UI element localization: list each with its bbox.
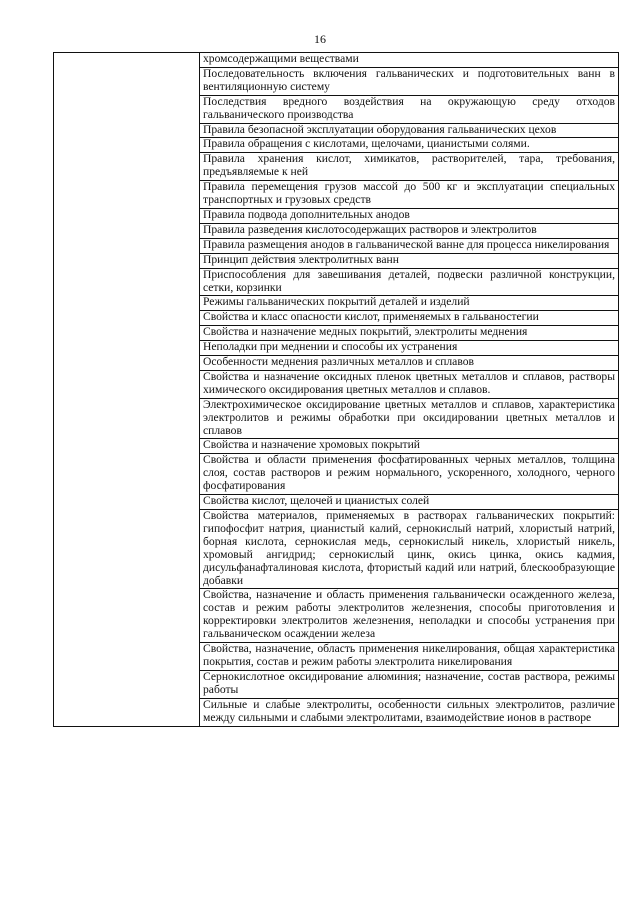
table-cell <box>200 698 619 726</box>
table-cell <box>200 311 619 326</box>
row-text: Свойства и класс опасности кислот, применяемых в гальваностегии <box>203 310 539 324</box>
table-cell <box>200 153 619 181</box>
table-cell <box>200 326 619 341</box>
table-body <box>54 53 619 727</box>
table-cell <box>200 223 619 238</box>
row-text: хромсодержащими веществами <box>203 52 359 65</box>
table-cell <box>200 296 619 311</box>
table-cell <box>200 495 619 510</box>
table-cell <box>200 95 619 123</box>
row-text: Правила безопасной эксплуатации оборудования гальванических цехов <box>203 122 557 136</box>
table-cell <box>200 67 619 95</box>
row-text: Последовательность включения гальванических и подготовительных ванн в вентиляционную систему <box>203 66 615 93</box>
row-text: Свойства, назначение, область применения никелирования, общая характеристика покрытия, состав и режим работы электролита никелирования <box>203 642 615 668</box>
table-cell <box>200 370 619 398</box>
row-text: Свойства и назначение медных покрытий, электролиты меднения <box>203 325 528 339</box>
table-cell <box>200 670 619 698</box>
row-text: Сернокислотное оксидирование алюминия; назначение, состав раствора, режимы работы <box>203 669 615 696</box>
row-text: Сильные и слабые электролиты, особенности сильных электролитов, различие между сильными и слабыми электролитами, взаимодействие ионов в растворе <box>203 697 615 724</box>
row-text: Приспособления для завешивания деталей, подвески различной конструкции, сетки, корзинки <box>203 267 615 294</box>
table-cell <box>200 181 619 209</box>
table-cell <box>200 589 619 643</box>
row-text: Электрохимическое оксидирование цветных металлов и сплавов, характеристика электролитов и режимы обработки при оксидировании цветных металлов и сплавов <box>203 397 615 437</box>
page-number: 16 <box>314 32 326 46</box>
row-text: Правила хранения кислот, химикатов, растворителей, тара, требования, предъявляемые к ней <box>203 152 615 179</box>
table-cell <box>200 208 619 223</box>
table-row <box>54 53 619 68</box>
row-text: Свойства материалов, применяемых в растворах гальванических покрытий: гипофосфит натрия, цианистый калий, сернокислый натрий, хлористый натрий, борная кислота, сернокислая медь, сернокислый никель, хлористый никель, хромовый ангидрид; сернокислый цинк, окись цинка, окись кадмия, дисульфанафталиновая кислота, фтористый кадий или натрий, блескообразующие добавки <box>203 509 615 587</box>
row-text: Свойства кислот, щелочей и цианистых солей <box>203 494 430 508</box>
row-text: Свойства и назначение хромовых покрытий <box>203 438 421 452</box>
table-cell <box>200 439 619 454</box>
table-cell <box>200 268 619 296</box>
table-cell <box>200 253 619 268</box>
table-cell <box>200 356 619 371</box>
left-column-cell <box>54 53 200 727</box>
row-text: Правила подвода дополнительных анодов <box>203 207 410 221</box>
table-cell <box>200 643 619 671</box>
row-text: Принцип действия электролитных ванн <box>203 252 399 266</box>
table-cell <box>200 398 619 439</box>
row-text: Неполадки при меднении и способы их устранения <box>203 340 458 354</box>
table-cell <box>200 341 619 356</box>
table-cell <box>200 138 619 153</box>
table-cell <box>200 454 619 495</box>
table-cell <box>200 238 619 253</box>
row-text: Правила перемещения грузов массой до 500 кг и эксплуатации специальных транспортных и грузовых средств <box>203 180 615 207</box>
row-text: Особенности меднения различных металлов и сплавов <box>203 355 474 369</box>
row-text: Свойства и области применения фосфатированных черных металлов, толщина слоя, состав растворов и режим нормального, ускоренного, холодного, черного фосфатирования <box>203 453 615 493</box>
row-text: Свойства и назначение оксидных пленок цветных металлов и сплавов, растворы химического оксидирования цветных металлов и сплавов. <box>203 369 615 396</box>
row-text: Режимы гальванических покрытий деталей и изделий <box>203 295 470 309</box>
row-text: Правила разведения кислотосодержащих растворов и электролитов <box>203 222 537 236</box>
table-cell <box>200 510 619 589</box>
table-cell <box>200 123 619 138</box>
row-text: Правила обращения с кислотами, щелочами, цианистыми солями. <box>203 137 530 151</box>
content-table-wrapper <box>53 52 616 727</box>
competency-table <box>53 52 619 727</box>
row-text: Правила размещения анодов в гальванической ванне для процесса никелирования <box>203 237 610 251</box>
row-text: Последствия вредного воздействия на окружающую среду отходов гальванического производства <box>203 94 615 121</box>
row-text: Свойства, назначение и область применения гальванически осажденного железа, состав и режим работы электролитов железнения, способы приготовления и корректировки электролитов железнения, неполадки и способы устранения при гальваническом осаждении железа <box>203 588 615 641</box>
table-cell <box>200 53 619 68</box>
